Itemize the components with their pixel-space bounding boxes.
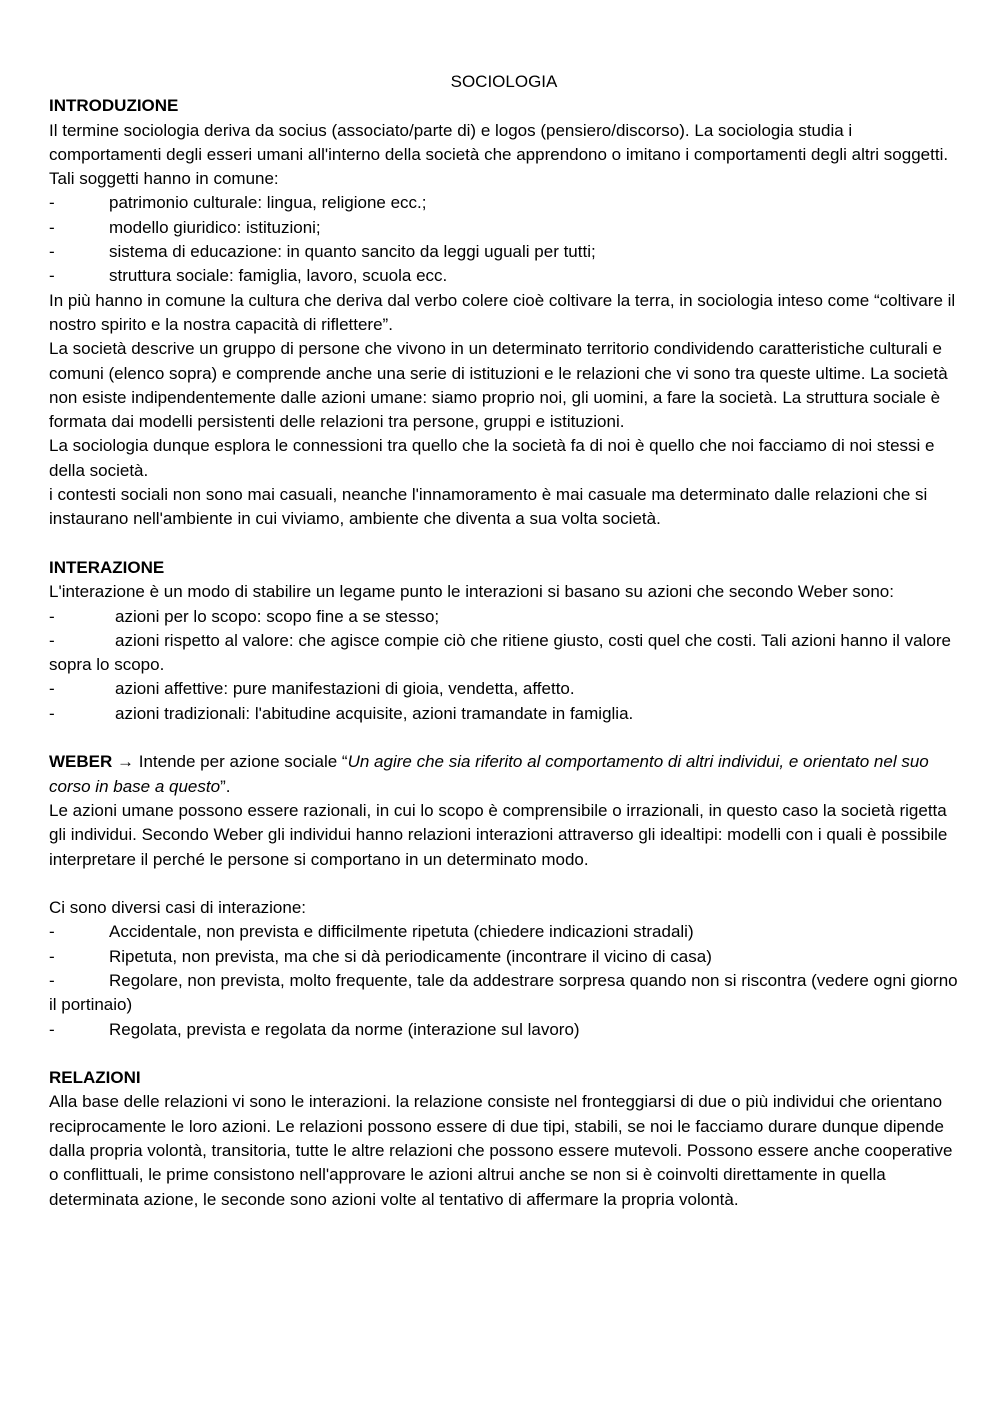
- spacer: [49, 532, 959, 556]
- list-item: - Regolare, non prevista, molto frequente, tale da addestrare sorpresa quando non si riscontra (vedere ogni giorno il portinaio): [49, 970, 958, 1015]
- dash-marker: -: [49, 193, 55, 213]
- weber-paragraph-1: [49, 750, 959, 799]
- intro-paragraph-5: La sociologia dunque esplora le connessioni tra quello che la società fa di noi è quello che noi facciamo di noi stessi e della società.: [49, 436, 935, 480]
- dash-marker: -: [49, 679, 55, 699]
- section-heading-introduzione: INTRODUZIONE: [49, 96, 179, 116]
- spacer: [49, 726, 959, 750]
- list-item: - Accidentale, non prevista e difficilmente ripetuta (chiedere indicazioni stradali): [49, 920, 959, 944]
- interazione-paragraph-1: L'interazione è un modo di stabilire un legame punto le interazioni si basano su azioni che secondo Weber sono:: [49, 582, 894, 602]
- dash-marker: -: [49, 703, 55, 723]
- list-item: - patrimonio culturale: lingua, religione ecc.;: [49, 191, 959, 215]
- list-item: - azioni affettive: pure manifestazioni di gioia, vendetta, affetto.: [49, 677, 959, 701]
- dash-marker: -: [49, 266, 55, 286]
- list-item: - azioni per lo scopo: scopo fine a se stesso;: [49, 605, 959, 629]
- intro-paragraph-3: In più hanno in comune la cultura che deriva dal verbo colere cioè coltivare la terra, in sociologia inteso come “coltivare il nostro spirito e la nostra capacità di riflettere”.: [49, 290, 956, 334]
- weber-lead: WEBER: [49, 752, 113, 772]
- list-item: - struttura sociale: famiglia, lavoro, scuola ecc.: [49, 264, 959, 288]
- section-heading-relazioni: RELAZIONI: [49, 1068, 141, 1088]
- relazioni-paragraph-1: Alla base delle relazioni vi sono le interazioni. la relazione consiste nel fronteggiarsi di due o più individui che orientano reciprocamente le loro azioni. Le relazioni possono essere di due tipi, stabili, se noi le facciamo durare dunque dipende dalla propria volontà, transitoria, tutte le altre relazioni che possono essere mutevoli. Possono essere anche cooperative o conflittuali, le prime consistono nell'approvare le azioni altrui anche se non si è coinvolti direttamente in quella determinata azione, le seconde sono azioni volte al tentativo di affermare la propria volontà.: [49, 1092, 953, 1209]
- list-item: - Regolata, prevista e regolata da norme (interazione sul lavoro): [49, 1018, 959, 1042]
- weber-paragraph-2: Le azioni umane possono essere razionali, in cui lo scopo è comprensibile o irrazionali, in questo caso la società rigetta gli individui. Secondo Weber gli individui hanno relazioni interazioni attraverso gli idealtipi: modelli con i quali è possibile interpretare il perché le persone si comportano in un determinato modo.: [49, 800, 948, 869]
- casi-intro: Ci sono diversi casi di interazione:: [49, 898, 307, 918]
- dash-marker: -: [49, 1019, 55, 1039]
- dash-marker: -: [49, 922, 55, 942]
- spacer: [49, 872, 959, 896]
- list-item: - azioni rispetto al valore: che agisce compie ciò che ritiene giusto, costi quel che costi. Tali azioni hanno il valore sopra lo scopo.: [49, 630, 951, 675]
- intro-paragraph-1: Il termine sociologia deriva da socius (associato/parte di) e logos (pensiero/discorso). La sociologia studia i comportamenti degli esseri umani all'interno della società che apprendono o imitano i comportamenti degli altri soggetti.: [49, 120, 949, 164]
- weber-arrow-text: → Intende per azione sociale “: [112, 752, 348, 772]
- intro-paragraph-4: La società descrive un gruppo di persone che vivono in un determinato territorio condividendo caratteristiche culturali e comuni (elenco sopra) e comprende anche una serie di istituzioni e le relazioni che vi sono tra queste ultime. La società non esiste indipendentemente dalle azioni umane: siamo proprio noi, gli uomini, a fare la società. La struttura sociale è formata dai modelli persistenti delle relazioni tra persone, gruppi e istituzioni.: [49, 339, 948, 432]
- weber-quote: Un agire che sia riferito al comportamento di altri individui, e orientato nel suo corso in base a questo: [49, 752, 929, 796]
- dash-marker: -: [49, 242, 55, 262]
- document-page: [49, 70, 959, 1212]
- dash-marker: -: [49, 630, 55, 650]
- intro-paragraph-6: i contesti sociali non sono mai casuali, neanche l'innamoramento è mai casuale ma determinato dalle relazioni che si instaurano nell'ambiente in cui viviamo, ambiente che diventa a sua volta società.: [49, 485, 928, 529]
- list-item: - modello giuridico: istituzioni;: [49, 216, 959, 240]
- list-item: - sistema di educazione: in quanto sancito da leggi uguali per tutti;: [49, 240, 959, 264]
- dash-marker: -: [49, 606, 55, 626]
- intro-paragraph-2: Tali soggetti hanno in comune:: [49, 169, 279, 189]
- list-item: - Ripetuta, non prevista, ma che si dà periodicamente (incontrare il vicino di casa): [49, 945, 959, 969]
- list-item: - azioni tradizionali: l'abitudine acquisite, azioni tramandate in famiglia.: [49, 702, 959, 726]
- section-heading-interazione: INTERAZIONE: [49, 557, 165, 577]
- dash-marker: -: [49, 946, 55, 966]
- document-title: SOCIOLOGIA: [450, 72, 558, 91]
- dash-marker: -: [49, 217, 55, 237]
- weber-quote-close: ”.: [220, 776, 231, 796]
- dash-marker: -: [49, 970, 55, 990]
- spacer: [49, 1042, 959, 1066]
